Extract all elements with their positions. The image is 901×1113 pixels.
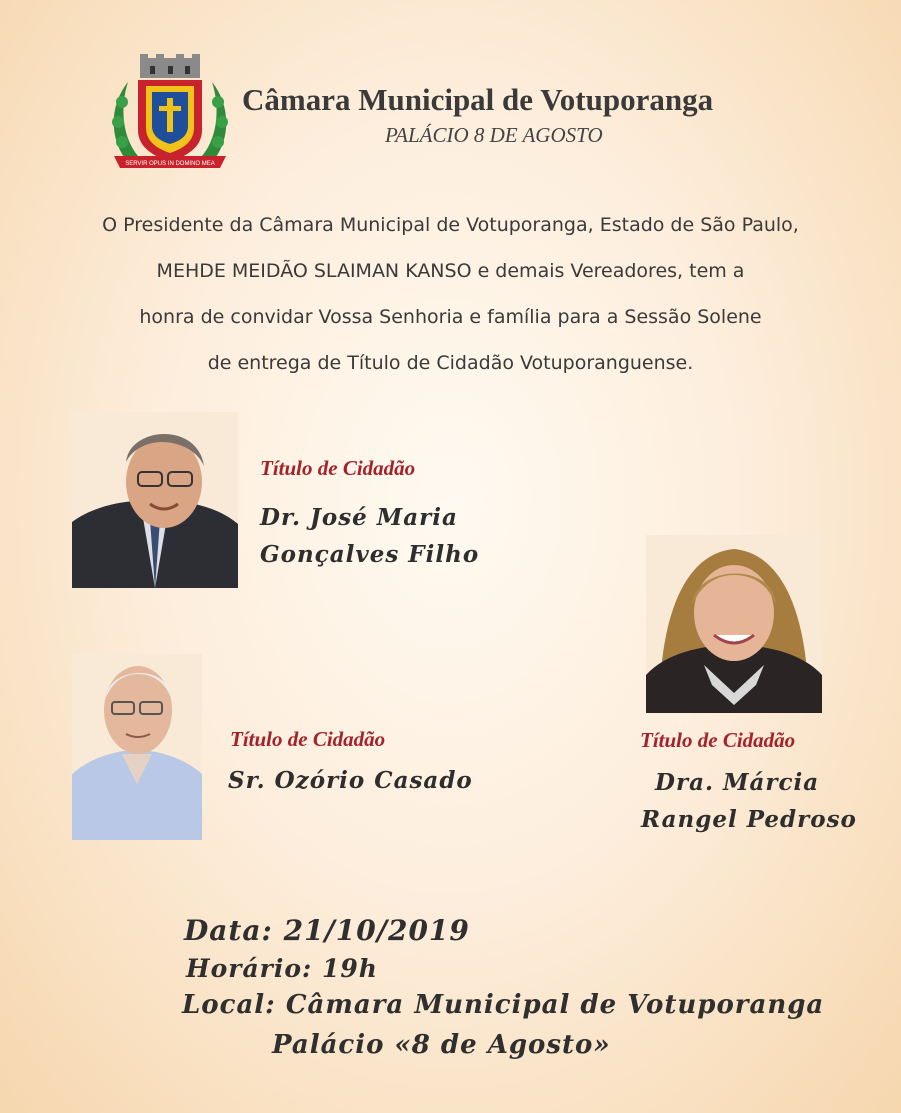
- page-subtitle: PALÁCIO 8 DE AGOSTO: [385, 123, 603, 147]
- honoree-1-title: Título de Cidadão: [260, 456, 416, 480]
- event-place: Local: Câmara Municipal de Votuporanga: [182, 990, 825, 1020]
- honoree-2-title: Título de Cidadão: [230, 727, 386, 751]
- honoree-1-photo: [72, 412, 238, 588]
- honoree-3-name-line-1: Dra. Márcia: [655, 769, 820, 796]
- honoree-2-photo: [72, 654, 202, 840]
- event-place-line-2: Palácio «8 de Agosto»: [272, 1030, 611, 1060]
- event-time: Horário: 19h: [186, 954, 378, 983]
- intro-line-1: O Presidente da Câmara Municipal de Votuporanga, Estado de São Paulo,: [102, 214, 799, 236]
- intro-line-3: honra de convidar Vossa Senhoria e família para a Sessão Solene: [139, 306, 762, 328]
- honoree-3-title: Título de Cidadão: [640, 728, 796, 752]
- municipal-crest-logo: [108, 52, 232, 180]
- honoree-3-photo: [646, 535, 822, 713]
- crest-motto: SERVIR OPUS IN DOMINO MEA: [125, 161, 215, 167]
- honoree-2-name: Sr. Ozório Casado: [228, 767, 473, 794]
- event-date: Data: 21/10/2019: [184, 914, 470, 947]
- intro-line-4: de entrega de Título de Cidadão Votuporanguense.: [207, 352, 694, 374]
- page-title: Câmara Municipal de Votuporanga: [242, 82, 714, 117]
- honoree-1-name-line-1: Dr. José Maria: [260, 504, 458, 531]
- intro-line-2: MEHDE MEIDÃO SLAIMAN KANSO e demais Vereadores, tem a: [156, 260, 745, 282]
- honoree-3-name-line-2: Rangel Pedroso: [641, 806, 857, 833]
- honoree-1-name-line-2: Gonçalves Filho: [260, 541, 480, 568]
